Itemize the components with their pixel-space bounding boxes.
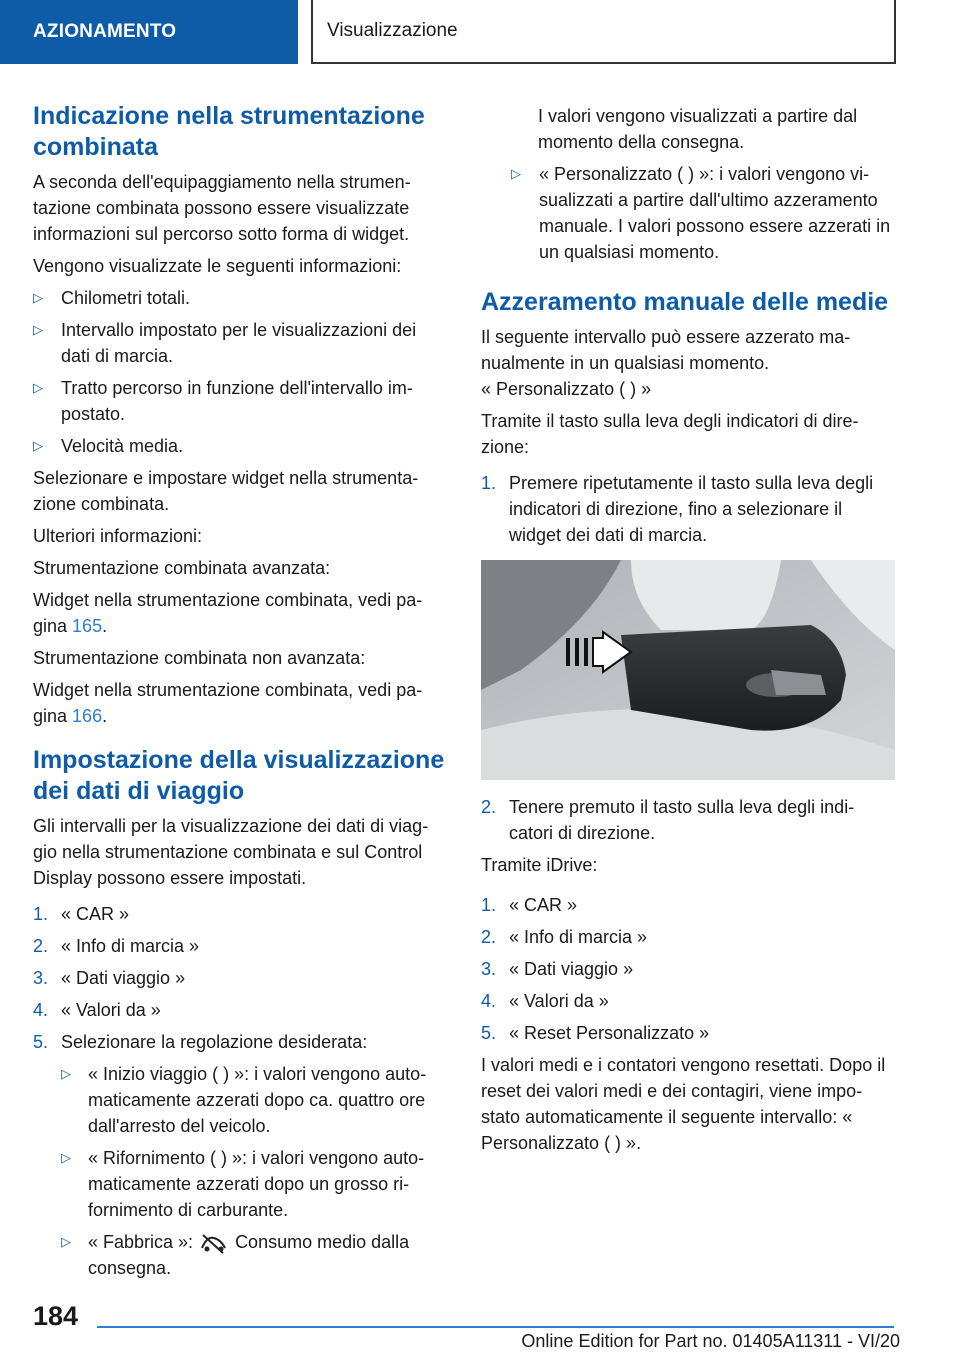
heading-trip-data-settings: Impostazione della visualizzazione dei dati di viaggio: [33, 746, 445, 805]
list-item: 3. « Dati viaggio »: [481, 959, 634, 979]
footer-divider: [97, 1326, 894, 1328]
triangle-bullet-icon: ▷: [33, 322, 43, 337]
page-link-165[interactable]: 165: [72, 616, 103, 636]
list-item: 4. « Valori da »: [481, 991, 609, 1011]
paragraph: Il seguente intervallo può essere azzerato ma-nualmente in un qualsiasi momento.: [481, 327, 851, 373]
heading-manual-reset: Azzeramento manuale delle medie: [481, 288, 889, 316]
list-item: 5. Selezionare la regolazione desiderata: ▷ « Inizio viaggio ( ) »: i valori vengono auto-maticamente azzerati dopo ca. quattro ore dall'arresto del veicolo. ▷ « Rifornimento ( ) »: i valori vengono auto-maticamente azzerati dopo un grosso ri-fornimento di carburante. ▷ « Fabbrica »: Consumo medio dalla consegna.: [33, 1029, 448, 1281]
list-item: 1. Premere ripetutamente il tasto sulla leva degli indicatori di direzione, fino a selezionare il widget dei dati di marcia.: [481, 473, 874, 545]
page-link-166[interactable]: 166: [72, 706, 103, 726]
list-item: 2. « Info di marcia »: [481, 927, 648, 947]
paragraph: Tramite il tasto sulla leva degli indicatori di dire-zione:: [481, 411, 859, 457]
list-item: ▷ Intervallo impostato per le visualizzazioni dei dati di marcia.: [33, 317, 448, 369]
heading-instrument-cluster: Indicazione nella strumentazione combinata: [33, 102, 425, 161]
triangle-bullet-icon: ▷: [33, 438, 43, 453]
list-item: ▷ Tratto percorso in funzione dell'intervallo im-postato.: [33, 375, 448, 427]
consumption-icon: [199, 1232, 229, 1254]
list-item: ▷ « Rifornimento ( ) »: i valori vengono auto-maticamente azzerati dopo un grosso ri-fornimento di carburante.: [61, 1145, 448, 1223]
list-item: 5. « Reset Personalizzato »: [481, 1023, 710, 1043]
footer-edition: Online Edition for Part no. 01405A11311 - VI/20: [521, 1331, 900, 1351]
paragraph: Strumentazione combinata avanzata:: [33, 558, 331, 578]
paragraph: Widget nella strumentazione combinata, vedi pa-gina 165.: [33, 590, 423, 636]
list-item: ▷ Chilometri totali.: [33, 285, 448, 311]
list-item: 4. « Valori da »: [33, 1000, 161, 1020]
info-list: [33, 285, 448, 459]
triangle-bullet-icon: ▷: [33, 290, 43, 305]
paragraph: Widget nella strumentazione combinata, vedi pa-gina 166.: [33, 680, 423, 726]
page-number: 184: [33, 1301, 79, 1331]
paragraph: I valori vengono visualizzati a partire dal momento della consegna.: [538, 106, 858, 152]
sub-list: [481, 161, 898, 265]
paragraph: Ulteriori informazioni:: [33, 526, 203, 546]
list-item: ▷ « Fabbrica »: Consumo medio dalla consegna.: [61, 1229, 448, 1281]
paragraph: Vengono visualizzate le seguenti informazioni:: [33, 256, 402, 276]
list-item: 3. « Dati viaggio »: [33, 968, 186, 988]
list-item: ▷ Velocità media.: [33, 433, 448, 459]
triangle-bullet-icon: ▷: [61, 1150, 71, 1165]
list-item: 2. « Info di marcia »: [33, 936, 200, 956]
triangle-bullet-icon: ▷: [33, 380, 43, 395]
list-item: ▷ « Personalizzato ( ) »: i valori vengono vi-sualizzati a partire dall'ultimo azzeramento manuale. I valori possono essere azzerati in un qualsiasi momento.: [511, 161, 898, 265]
triangle-bullet-icon: ▷: [61, 1066, 71, 1081]
list-item: 1. « CAR »: [33, 904, 130, 924]
triangle-bullet-icon: ▷: [61, 1234, 71, 1249]
lever-illustration: [481, 560, 895, 780]
idrive-steps-list: [481, 892, 898, 1046]
paragraph: Gli intervalli per la visualizzazione dei dati di viag-gio nella strumentazione combinata e sul Control Display possono essere impostati.: [33, 816, 429, 888]
paragraph: Strumentazione combinata non avanzata:: [33, 648, 366, 668]
list-item: ▷ « Inizio viaggio ( ) »: i valori vengono auto-maticamente azzerati dopo ca. quattro ore dall'arresto del veicolo.: [61, 1061, 448, 1139]
left-column: [33, 101, 448, 1287]
steps-list: [33, 901, 448, 1281]
sub-list: [61, 1061, 448, 1281]
paragraph: A seconda dell'equipaggiamento nella strumen-tazione combinata possono essere visualizzate informazioni sul percorso sotto forma di widget.: [33, 172, 411, 244]
turn-signal-lever-figure: [481, 560, 895, 780]
paragraph: « Personalizzato ( ) »: [481, 379, 652, 399]
triangle-bullet-icon: ▷: [511, 166, 521, 181]
list-item: 2. Tenere premuto il tasto sulla leva degli indi-catori di direzione.: [481, 797, 855, 843]
paragraph: I valori medi e i contatori vengono resettati. Dopo il reset dei valori medi e dei contagiri, viene impo-stato automaticamente il seguente intervallo: « Personalizzato ( ) ».: [481, 1055, 886, 1153]
chapter-title: Visualizzazione: [311, 0, 896, 64]
right-column: [481, 103, 898, 1162]
paragraph: Selezionare e impostare widget nella strumenta-zione combinata.: [33, 468, 419, 514]
paragraph: Tramite iDrive:: [481, 855, 598, 875]
steps-list: [481, 470, 898, 548]
steps-list: [481, 794, 898, 846]
list-item: 1. « CAR »: [481, 895, 578, 915]
section-tab[interactable]: AZIONAMENTO: [0, 0, 298, 64]
